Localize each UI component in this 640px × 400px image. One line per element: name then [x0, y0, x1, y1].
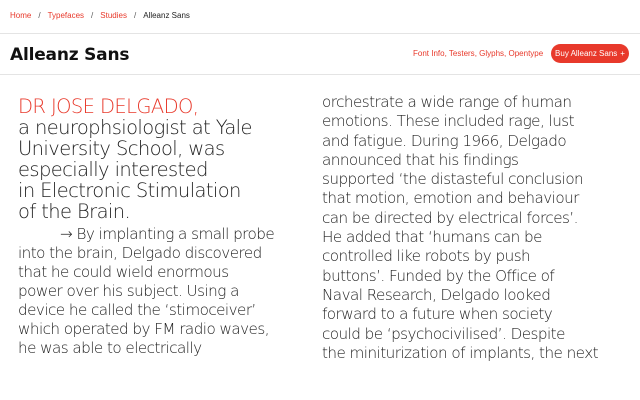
- headline-line: especially interested: [18, 158, 208, 181]
- breadcrumb-separator: /: [38, 10, 41, 20]
- body-line: controlled like robots by push: [322, 247, 531, 266]
- header-divider: [0, 74, 640, 75]
- link-font-info[interactable]: Font Info: [413, 49, 445, 58]
- body-line: emotions. These included rage, lust: [322, 112, 575, 131]
- breadcrumb-separator: /: [133, 10, 137, 20]
- body-line: → By implanting a small probe: [60, 225, 275, 243]
- link-opentype[interactable]: Opentype: [508, 49, 544, 58]
- breadcrumb-link-home[interactable]: Home: [10, 10, 32, 20]
- body-line: can be directed by electrical forces’.: [322, 208, 578, 227]
- body-line: and fatigue. During 1966, Delgado: [322, 131, 567, 150]
- body-line: into the brain, Delgado discovered: [18, 244, 262, 262]
- plus-icon: +: [620, 49, 625, 58]
- link-glyphs[interactable]: Glyphs: [479, 49, 505, 58]
- body-line: the miniturization of implants, the next: [322, 343, 599, 362]
- top-divider: [0, 33, 640, 34]
- body-line: Naval Research, Delgado looked: [322, 285, 551, 304]
- buy-button[interactable]: [551, 44, 629, 63]
- breadcrumb-current: Alleanz Sans: [143, 10, 190, 20]
- headline-lead: DR JOSE DELGADO,: [18, 95, 199, 118]
- body-line: orchestrate a wide range of human: [322, 93, 572, 111]
- breadcrumb-separator: /: [91, 10, 94, 20]
- article-column-right: [322, 93, 634, 363]
- article-body-left: [18, 225, 318, 358]
- buy-button-label: Buy Alleanz Sans: [555, 49, 618, 58]
- article-column-left: [18, 96, 318, 358]
- body-line: device he called the ‘stimoceiver’: [18, 301, 256, 319]
- body-line: that he could wield enormous: [18, 263, 229, 281]
- body-line: that motion, emotion and behaviour: [322, 189, 579, 208]
- body-line: supported ‘the distasteful conclusion: [322, 170, 584, 189]
- body-line: could be ‘psychocivilised’. Despite: [322, 324, 565, 343]
- headline-line: in Electronic Stimulation: [18, 179, 241, 202]
- breadcrumb: [10, 8, 190, 22]
- body-line: forward to a future when society: [322, 305, 553, 324]
- page-title: Alleanz Sans: [10, 45, 130, 65]
- link-testers[interactable]: Testers: [448, 49, 475, 58]
- headline-line: a neurophsiologist at Yale: [18, 116, 252, 139]
- body-line: He added that ‘humans can be: [322, 228, 542, 247]
- section-links: Font Info, Testers, Glyphs, Opentype: [413, 49, 544, 58]
- breadcrumb-link-typefaces[interactable]: Typefaces: [47, 10, 85, 20]
- body-line: which operated by FM radio waves,: [18, 320, 269, 338]
- headline-line: University School, was: [18, 137, 225, 160]
- breadcrumb-link-studies[interactable]: Studies: [100, 10, 127, 20]
- body-line: announced that his findings: [322, 150, 519, 169]
- article-headline: [18, 96, 318, 222]
- body-line: he was able to electrically: [18, 339, 202, 357]
- headline-line: of the Brain.: [18, 200, 131, 223]
- article-body-right: [322, 93, 634, 363]
- body-line: buttons’. Funded by the Office of: [322, 266, 555, 285]
- body-line: power over his subject. Using a: [18, 282, 239, 300]
